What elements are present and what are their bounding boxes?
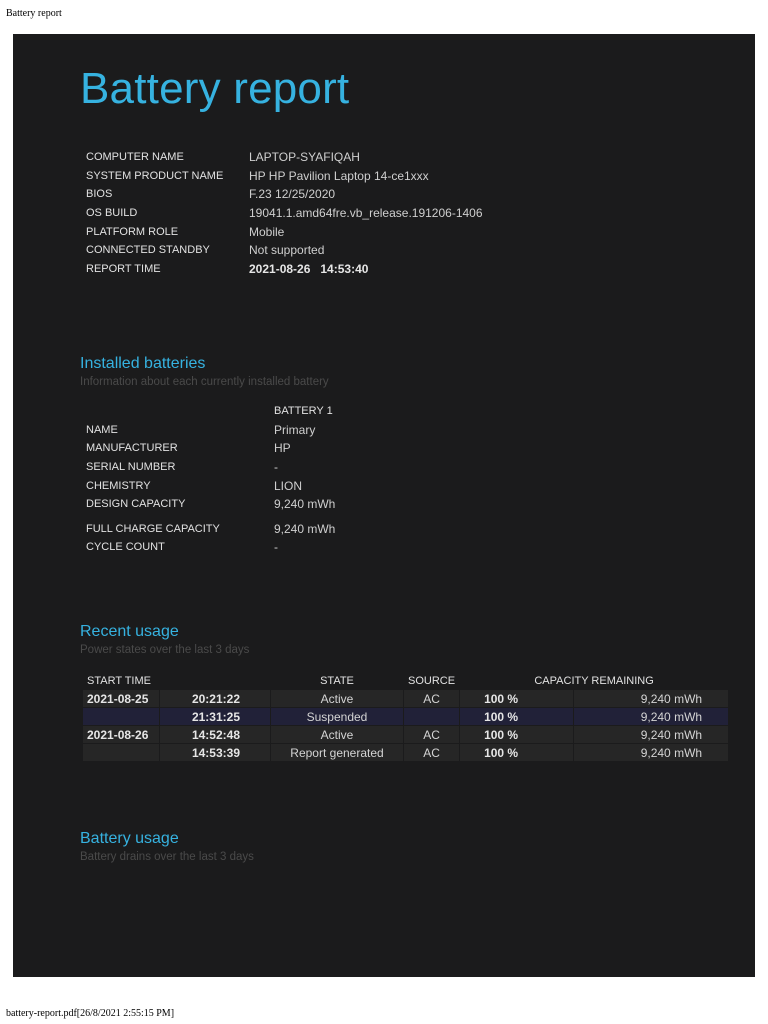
cell-source <box>404 708 459 725</box>
cell-date <box>83 708 159 725</box>
row-value: Mobile <box>249 224 285 239</box>
cell-source: AC <box>404 726 459 743</box>
row-value: Not supported <box>249 243 325 258</box>
print-footer: battery-report.pdf[26/8/2021 2:55:15 PM] <box>6 1008 175 1019</box>
installed-batteries-title: Installed batteries <box>80 355 206 372</box>
cell-percent: 100 % <box>460 744 573 761</box>
battery-row-design-capacity <box>86 495 462 514</box>
row-value: HP HP Pavilion Laptop 14-ce1xxx <box>249 168 429 183</box>
row-value: LAPTOP-SYAFIQAH <box>249 150 360 165</box>
battery-row-manufacturer <box>86 439 462 458</box>
page-title: Battery report <box>80 64 350 113</box>
row-value: 2021-08-26 14:53:40 <box>249 261 369 276</box>
table-row <box>83 690 728 707</box>
battery-row-name <box>86 421 462 440</box>
recent-usage-subtitle: Power states over the last 3 days <box>80 644 250 656</box>
table-row <box>83 726 728 743</box>
battery-header-row <box>86 402 462 421</box>
cell-capacity: 9,240 mWh <box>574 708 728 725</box>
system-row-computer-name <box>86 148 483 167</box>
battery-usage-subtitle: Battery drains over the last 3 days <box>80 851 254 863</box>
system-row-product-name <box>86 167 483 186</box>
column-header-state: STATE <box>320 674 354 687</box>
recent-usage-title: Recent usage <box>80 623 179 640</box>
row-value: HP <box>274 441 291 456</box>
row-label: CYCLE COUNT <box>86 541 165 554</box>
row-label: DESIGN CAPACITY <box>86 498 186 511</box>
system-row-platform-role <box>86 222 483 241</box>
print-header: Battery report <box>6 8 62 19</box>
battery-info-table <box>86 402 462 557</box>
system-info-table <box>86 148 483 278</box>
recent-usage-table <box>82 671 729 762</box>
row-value: 9,240 mWh <box>274 497 336 512</box>
row-value: 19041.1.amd64fre.vb_release.191206-1406 <box>249 206 483 221</box>
column-header-start-time: START TIME <box>87 674 151 687</box>
row-label: OS BUILD <box>86 207 138 220</box>
cell-source: AC <box>404 744 459 761</box>
cell-date: 2021-08-26 <box>83 726 159 743</box>
battery-column-header: BATTERY 1 <box>274 405 333 418</box>
system-row-report-time <box>86 260 483 279</box>
cell-state: Report generated <box>271 744 403 761</box>
table-row <box>83 708 728 725</box>
cell-state: Active <box>271 690 403 707</box>
cell-percent: 100 % <box>460 708 573 725</box>
cell-date <box>83 744 159 761</box>
row-label: CONNECTED STANDBY <box>86 244 210 257</box>
row-label: BIOS <box>86 188 113 201</box>
table-header-row <box>83 672 728 689</box>
cell-source: AC <box>404 690 459 707</box>
system-row-os-build <box>86 204 483 223</box>
column-header-source: SOURCE <box>408 674 456 687</box>
battery-row-cycle-count <box>86 538 462 557</box>
row-value: - <box>274 540 278 555</box>
cell-capacity: 9,240 mWh <box>574 726 728 743</box>
row-value: LION <box>274 478 303 493</box>
row-label: FULL CHARGE CAPACITY <box>86 522 220 535</box>
row-label: NAME <box>86 423 118 436</box>
system-row-connected-standby <box>86 241 483 260</box>
cell-time: 14:52:48 <box>160 726 270 743</box>
column-header-capacity: CAPACITY REMAINING <box>534 674 654 687</box>
cell-time: 14:53:39 <box>160 744 270 761</box>
battery-row-full-charge-capacity <box>86 520 462 539</box>
cell-capacity: 9,240 mWh <box>574 744 728 761</box>
row-value: - <box>274 460 278 475</box>
cell-time: 20:21:22 <box>160 690 270 707</box>
battery-row-chemistry <box>86 476 462 495</box>
installed-batteries-subtitle: Information about each currently installed battery <box>80 376 329 388</box>
battery-usage-title: Battery usage <box>80 830 179 847</box>
row-label: SYSTEM PRODUCT NAME <box>86 169 224 182</box>
row-label: SERIAL NUMBER <box>86 461 176 474</box>
cell-capacity: 9,240 mWh <box>574 690 728 707</box>
cell-percent: 100 % <box>460 690 573 707</box>
cell-state: Suspended <box>271 708 403 725</box>
row-label: COMPUTER NAME <box>86 151 184 164</box>
row-label: PLATFORM ROLE <box>86 225 179 238</box>
cell-state: Active <box>271 726 403 743</box>
row-label: MANUFACTURER <box>86 442 178 455</box>
cell-time: 21:31:25 <box>160 708 270 725</box>
row-label: REPORT TIME <box>86 262 161 275</box>
battery-row-serial-number <box>86 458 462 477</box>
system-row-bios <box>86 185 483 204</box>
row-value: Primary <box>274 422 316 437</box>
row-value: F.23 12/25/2020 <box>249 187 336 202</box>
table-row <box>83 744 728 761</box>
report-page <box>13 34 755 977</box>
cell-percent: 100 % <box>460 726 573 743</box>
row-label: CHEMISTRY <box>86 479 151 492</box>
cell-date: 2021-08-25 <box>83 690 159 707</box>
row-value: 9,240 mWh <box>274 521 336 536</box>
